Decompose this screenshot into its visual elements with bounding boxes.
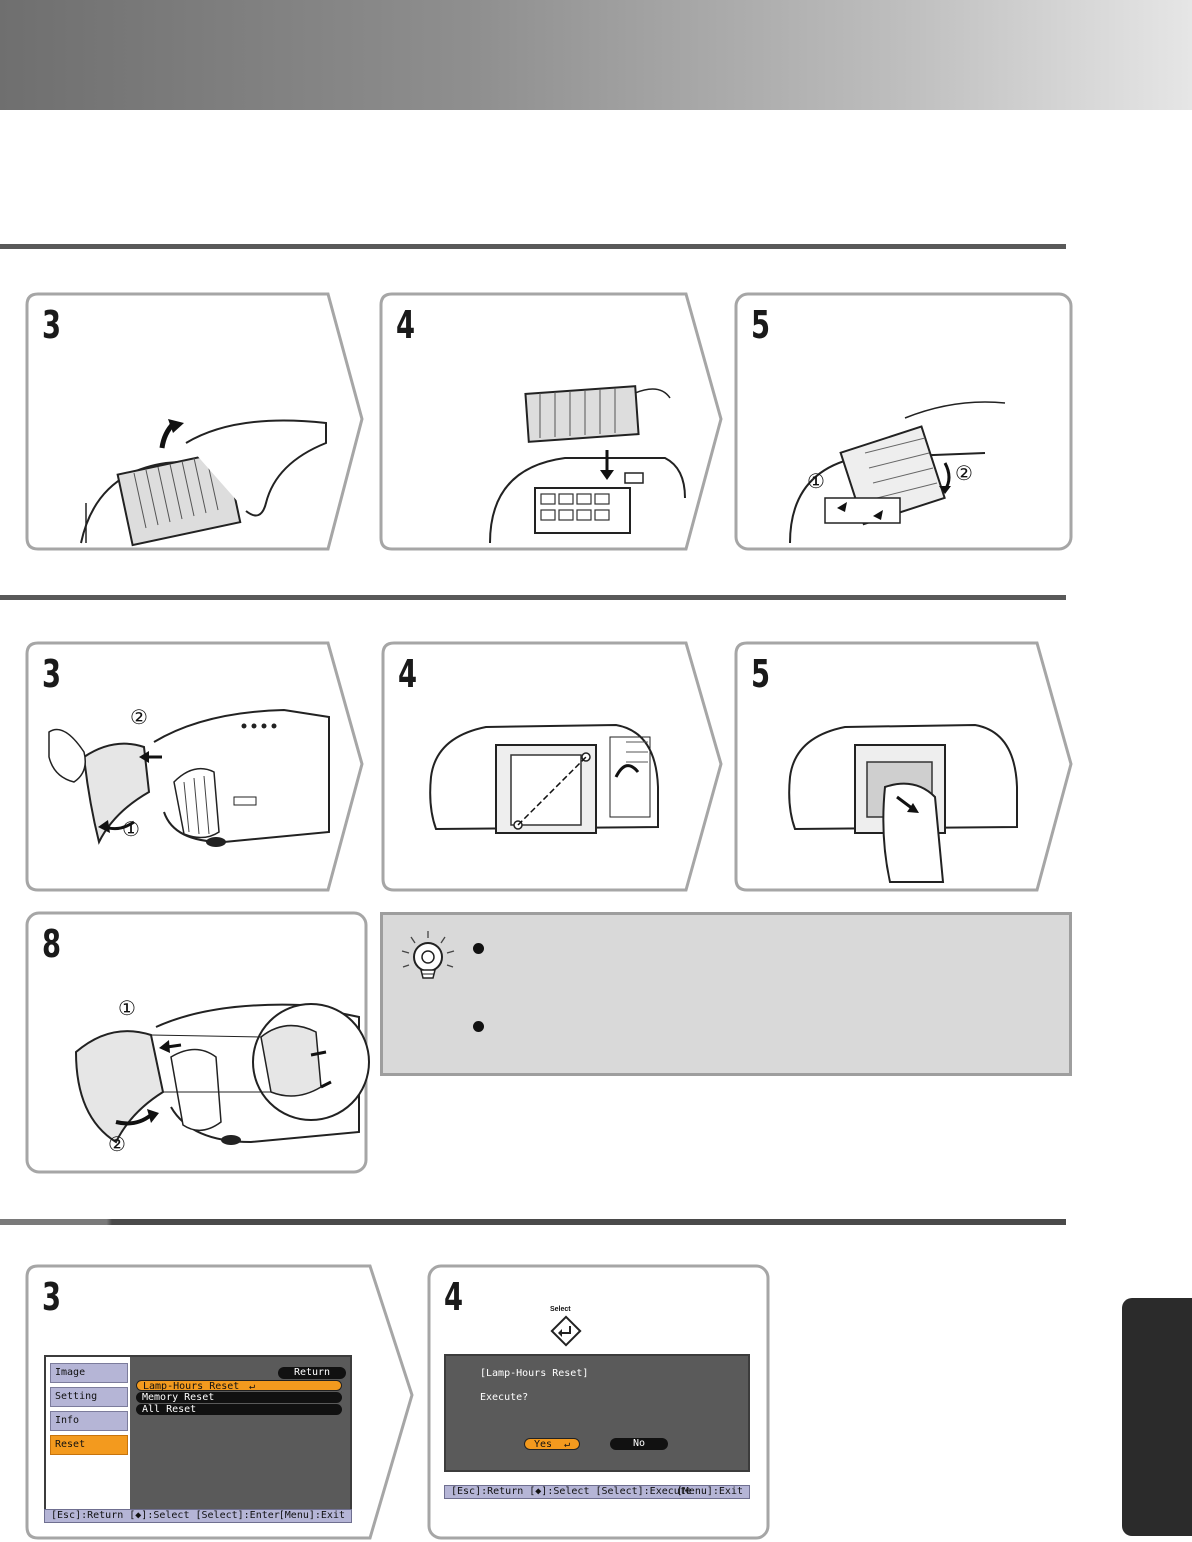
hint-bullet: [473, 943, 484, 954]
chapter-side-tab: [1122, 1298, 1192, 1536]
callout-one: ①: [807, 471, 825, 493]
step-number: 5: [751, 303, 771, 347]
tab-setting[interactable]: Setting: [50, 1387, 128, 1407]
section-rule-air-filter: [0, 244, 1066, 249]
menu-status-bar: [44, 1509, 352, 1523]
no-button[interactable]: No: [610, 1438, 668, 1450]
status-left: [Esc]:Return [◆]:Select [Select]:Enter: [51, 1510, 280, 1521]
select-button-caption: Select: [550, 1306, 571, 1313]
reset-menu-osd: [44, 1355, 352, 1523]
menu-item-all-reset[interactable]: All Reset: [136, 1404, 342, 1415]
dialog-status-bar: [444, 1485, 750, 1499]
callout-two: ②: [955, 463, 973, 485]
step-card: [382, 642, 725, 892]
step-number: 8: [42, 922, 62, 966]
lightbulb-hint-icon: [399, 929, 457, 987]
hint-bullet: [473, 1021, 484, 1032]
step-number: 4: [398, 652, 418, 696]
step-number: 3: [42, 652, 62, 696]
callout-two: ②: [108, 1134, 126, 1156]
dialog-question: Execute?: [480, 1392, 529, 1403]
step-card: [380, 293, 725, 551]
tab-image[interactable]: Image: [50, 1363, 128, 1383]
enter-icon: ↵: [249, 1381, 256, 1392]
status-right: [Menu]:Exit: [676, 1486, 743, 1497]
tab-reset[interactable]: Reset: [50, 1435, 128, 1455]
step-card: [26, 1265, 416, 1540]
hint-box: [380, 912, 1072, 1076]
menu-item-lamp-hours-reset[interactable]: [136, 1380, 342, 1391]
enter-icon: ↵: [564, 1439, 571, 1450]
return-button[interactable]: Return: [278, 1367, 346, 1379]
callout-two: ②: [130, 707, 148, 729]
confirm-dialog-osd: [444, 1354, 750, 1472]
yes-button[interactable]: [524, 1438, 580, 1450]
step-card: [735, 293, 1073, 551]
menu-item-label: Lamp-Hours Reset: [143, 1381, 240, 1392]
section-rule-lamp-reset: [0, 1219, 1066, 1225]
step-card: [26, 293, 366, 551]
yes-label: Yes: [533, 1439, 552, 1450]
menu-item-memory-reset[interactable]: Memory Reset: [136, 1392, 342, 1403]
remove-air-filter-illustration: [76, 403, 356, 548]
status-right: [Menu]:Exit: [278, 1510, 345, 1521]
status-left: [Esc]:Return [◆]:Select [Select]:Execute: [451, 1486, 692, 1497]
insert-air-filter-illustration: [485, 378, 695, 548]
section-rule-lamp: [0, 595, 1066, 600]
step-number: 4: [396, 303, 416, 347]
dialog-title: [Lamp-Hours Reset]: [480, 1368, 589, 1379]
step-number: 5: [751, 652, 771, 696]
callout-one: ①: [118, 998, 136, 1020]
step-number: 3: [42, 1275, 62, 1319]
step-card: [26, 642, 366, 892]
remove-lamp-cover-illustration: [44, 702, 334, 887]
step-card: [428, 1265, 770, 1540]
pull-out-lamp-illustration: [785, 717, 1020, 887]
step-card: [735, 642, 1075, 892]
tab-info[interactable]: Info: [50, 1411, 128, 1431]
select-button-icon: [550, 1315, 582, 1347]
step-number: 4: [444, 1275, 464, 1319]
step-number: 3: [42, 303, 62, 347]
header-band: [0, 0, 1192, 110]
callout-one: ①: [122, 819, 140, 841]
loosen-lamp-screws-illustration: [426, 717, 661, 842]
step-card: [26, 912, 368, 1174]
